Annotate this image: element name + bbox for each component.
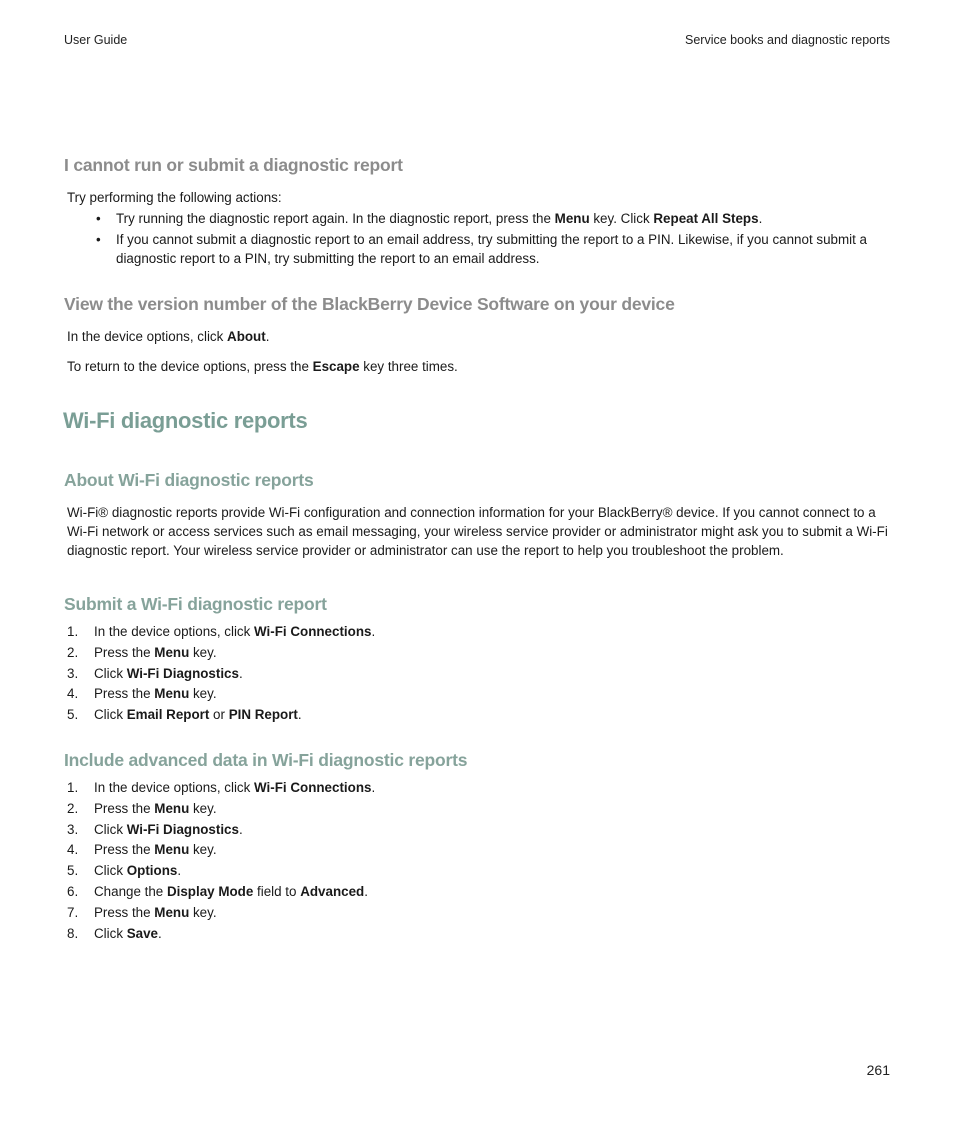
list-item: 7. Press the Menu key. bbox=[67, 904, 217, 920]
list-item: 1. In the device options, click Wi-Fi Connections. bbox=[67, 780, 376, 795]
running-header-right: Service books and diagnostic reports bbox=[685, 33, 890, 47]
heading-cannot-run-report: I cannot run or submit a diagnostic report bbox=[64, 155, 403, 175]
bullet-icon: • bbox=[96, 232, 101, 247]
section2-para1: In the device options, click About. bbox=[67, 329, 270, 344]
heading-about-wifi-reports: About Wi-Fi diagnostic reports bbox=[64, 470, 314, 490]
heading-include-advanced-data: Include advanced data in Wi-Fi diagnostic reports bbox=[64, 750, 468, 770]
submit-steps-list bbox=[67, 622, 375, 726]
heading-view-version: View the version number of the BlackBerry Device Software on your device bbox=[64, 294, 675, 314]
list-item: 3. Click Wi-Fi Diagnostics. bbox=[67, 821, 243, 837]
section1-bullet-list bbox=[67, 209, 890, 270]
heading-submit-wifi-report: Submit a Wi-Fi diagnostic report bbox=[64, 594, 327, 614]
page-number: 261 bbox=[866, 1062, 890, 1078]
list-item: 4. Press the Menu key. bbox=[67, 686, 217, 702]
list-item: 8. Click Save. bbox=[67, 925, 162, 941]
list-item: 4. Press the Menu key. bbox=[67, 842, 217, 858]
list-item: • If you cannot submit a diagnostic report to an email address, try submitting the report to a PIN. Likewise, if you cannot submit a diagnostic report to a PIN, try submitting the report to an email address. bbox=[96, 232, 867, 266]
list-item: 2. Press the Menu key. bbox=[67, 800, 217, 816]
section2-para2: To return to the device options, press the Escape key three times. bbox=[67, 359, 458, 374]
list-item: 2. Press the Menu key. bbox=[67, 644, 217, 660]
list-item: • Try running the diagnostic report again. In the diagnostic report, press the Menu key. Click Repeat All Steps. bbox=[96, 211, 763, 226]
running-header-left: User Guide bbox=[64, 33, 128, 47]
list-item: 3. Click Wi-Fi Diagnostics. bbox=[67, 665, 243, 681]
advanced-steps-list bbox=[67, 778, 375, 944]
list-item: 5. Click Email Report or PIN Report. bbox=[67, 707, 302, 723]
about-wifi-text: Wi-Fi® diagnostic reports provide Wi-Fi configuration and connection information for your BlackBerry® device. If you cannot connect to a Wi-Fi network or access services such as email messaging, your wireless service provider or administrator might ask you to submit a Wi-Fi diagnostic report. Your wireless service provider or administrator can use the report to help you troubleshoot the problem. bbox=[67, 505, 888, 558]
list-item: 5. Click Options. bbox=[67, 863, 182, 879]
section1-intro: Try performing the following actions: bbox=[67, 190, 282, 205]
bullet-icon: • bbox=[96, 211, 101, 226]
list-item: 6. Change the Display Mode field to Advanced. bbox=[67, 883, 368, 899]
list-item: 1. In the device options, click Wi-Fi Connections. bbox=[67, 624, 376, 639]
chapter-title-wifi-reports: Wi-Fi diagnostic reports bbox=[63, 408, 308, 433]
